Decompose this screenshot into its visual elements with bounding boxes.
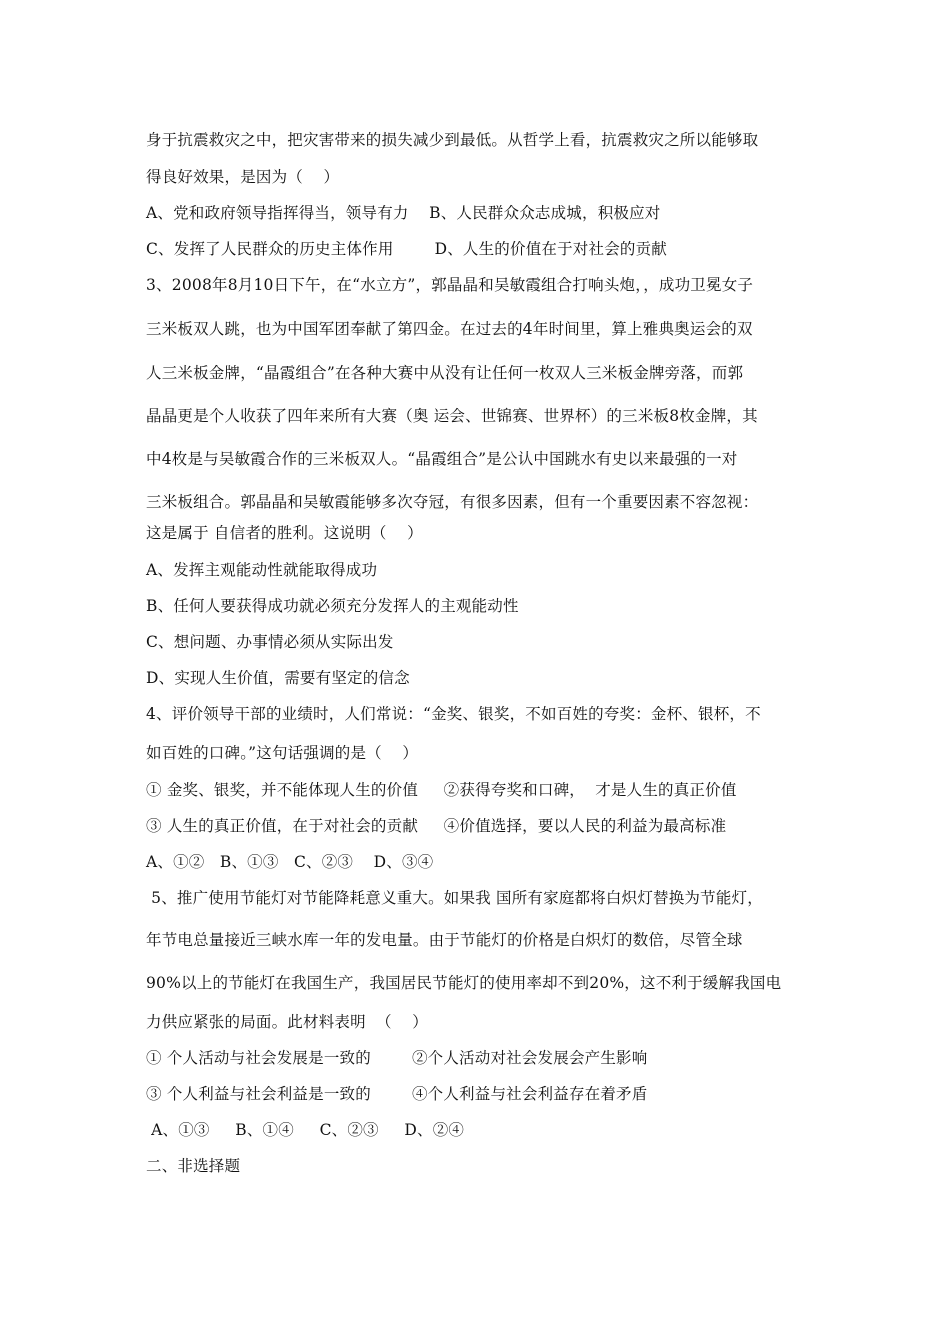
q3-option-a: A、发挥主观能动性就能取得成功: [146, 561, 378, 579]
q5-stem-line-3: 90%以上的节能灯在我国生产，我国居民节能灯的使用率却不到20%，这不利于缓解我国电: [146, 974, 782, 992]
q5-stem-line-4: 力供应紧张的局面。此材料表明 （ ）: [146, 1013, 428, 1031]
q3-stem-line-2: 三米板双人跳，也为中国军团奉献了第四金。在过去的4年时间里，算上雅典奥运会的双: [146, 320, 753, 338]
q3-stem-line-1: 3、2008年8月10日下午，在“水立方”，郭晶晶和吴敏霞组合打响头炮，，成功卫冕女子: [146, 276, 754, 294]
q5-statements-12: ① 个人活动与社会发展是一致的 ②个人活动对社会发展会产生影响: [146, 1049, 648, 1067]
q4-stem-line-2: 如百姓的口碑。”这句话强调的是（ ）: [146, 744, 419, 762]
q2-stem-line-1: 身于抗震救灾之中，把灾害带来的损失减少到最低。从哲学上看，抗震救灾之所以能够取: [146, 131, 759, 149]
q2-options-ab: A、党和政府领导指挥得当，领导有力 B、人民群众众志成城，积极应对: [146, 204, 661, 222]
q3-option-b: B、任何人要获得成功就必须充分发挥人的主观能动性: [146, 597, 519, 615]
q5-options: A、①③ B、①④ C、②③ D、②④: [146, 1121, 465, 1139]
q2-stem-line-2: 得良好效果，是因为（ ）: [146, 168, 340, 186]
q5-stem-line-2: 年节电总量接近三峡水库一年的发电量。由于节能灯的价格是白炽灯的数倍，尽管全球: [146, 931, 743, 949]
q3-stem-line-6: 三米板组合。郭晶晶和吴敏霞能够多次夺冠，有很多因素，但有一个重要因素不容忽视：: [146, 493, 759, 511]
q2-options-cd: C、发挥了人民群众的历史主体作用 D、人生的价值在于对社会的贡献: [146, 240, 668, 258]
q4-options: A、①② B、①③ C、②③ D、③④: [146, 853, 434, 871]
q3-stem-line-5: 中4枚是与吴敏霞合作的三米板双人。“晶霞组合”是公认中国跳水有史以来最强的一对: [146, 450, 738, 468]
q3-option-d: D、实现人生价值，需要有坚定的信念: [146, 669, 410, 687]
q3-option-c: C、想问题、办事情必须从实际出发: [146, 633, 394, 651]
q4-statements-34: ③ 人生的真正价值，在于对社会的贡献 ④价值选择，要以人民的利益为最高标准: [146, 817, 727, 835]
q3-stem-line-7: 这是属于 自信者的胜利。这说明（ ）: [146, 524, 423, 542]
q3-stem-line-3: 人三米板金牌，“晶霞组合”在各种大赛中从没有让任何一枚双人三米板金牌旁落，而郭: [146, 364, 744, 382]
q4-stem-line-1: 4、评价领导干部的业绩时，人们常说：“金奖、银奖，不如百姓的夸奖：金杯、银杯，不: [146, 705, 761, 723]
q4-statements-12: ① 金奖、银奖，并不能体现人生的价值 ②获得夸奖和口碑， 才是人生的真正价值: [146, 781, 737, 799]
q5-statements-34: ③ 个人利益与社会利益是一致的 ④个人利益与社会利益存在着矛盾: [146, 1085, 648, 1103]
section-heading-non-choice: 二、非选择题: [146, 1157, 241, 1175]
q5-stem-line-1: 5、推广使用节能灯对节能降耗意义重大。如果我 国所有家庭都将白炽灯替换为节能灯，: [146, 889, 763, 907]
q3-stem-line-4: 晶晶更是个人收获了四年来所有大赛（奥 运会、世锦赛、世界杯）的三米板8枚金牌，其: [146, 407, 758, 425]
